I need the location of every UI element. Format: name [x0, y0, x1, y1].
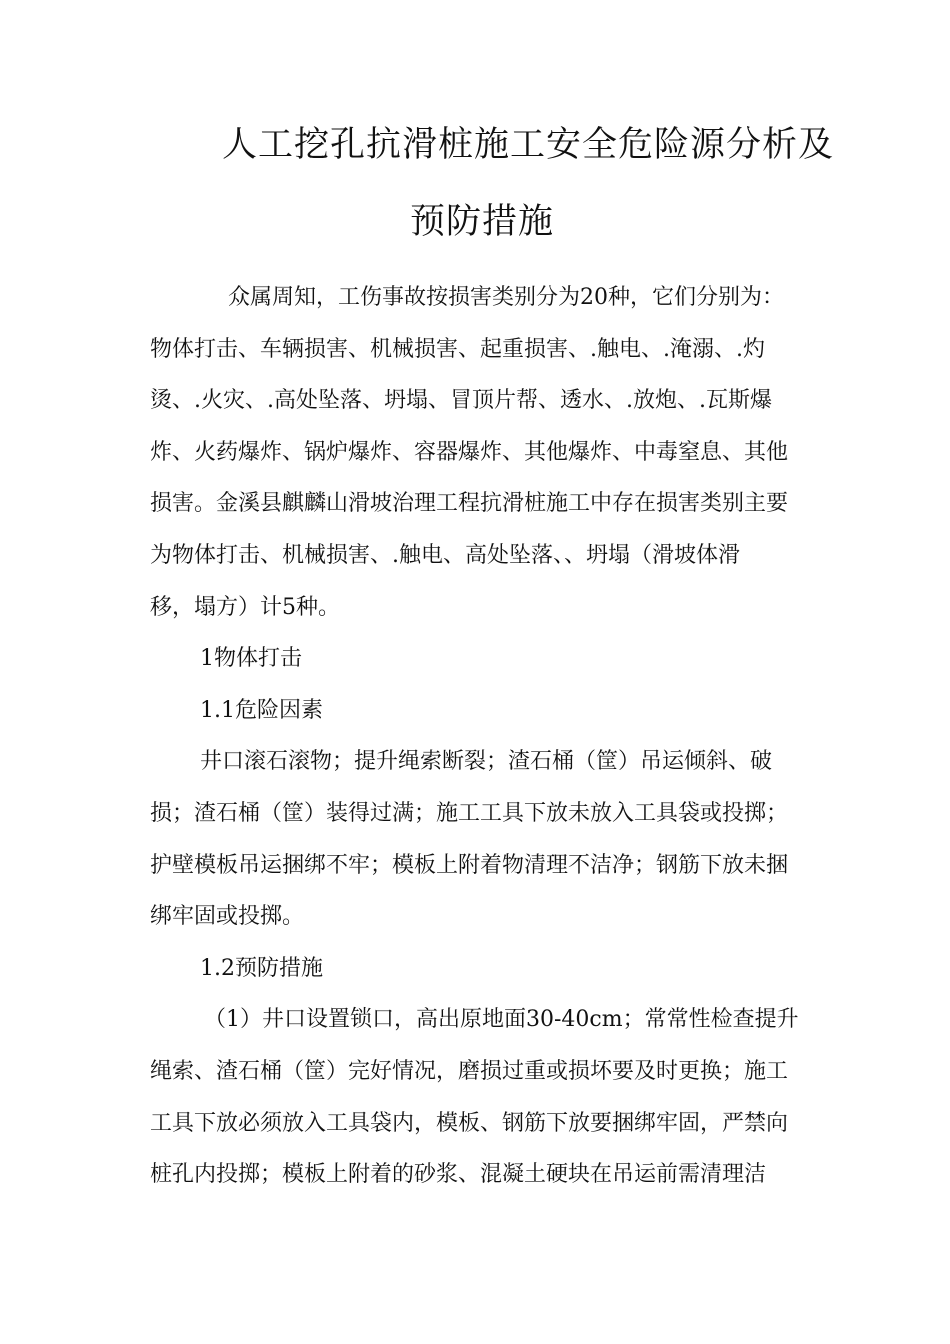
measure-line: 工具下放必须放入工具袋内，模板、钢筋下放要捆绑牢固，严禁向: [150, 1110, 789, 1136]
measure-line: 桩孔内投掷；模板上附着的砂浆、混凝土硬块在吊运前需清理洁: [150, 1162, 767, 1188]
intro-line: 烫、.火灾、.高处坠落、坍塌、冒顶片帮、透水、.放炮、.瓦斯爆: [150, 388, 772, 414]
measure-line: （1）井口设置锁口，高出原地面30-40cm；常常性检查提升: [204, 1007, 799, 1033]
section-heading-1-1: 1.1危险因素: [200, 697, 323, 723]
risk-line: 护壁模板吊运捆绑不牢；模板上附着物清理不洁净；钢筋下放未捆: [150, 852, 789, 878]
section-heading-1: 1物体打击: [200, 646, 302, 672]
intro-line: 损害。金溪县麒麟山滑坡治理工程抗滑桩施工中存在损害类别主要: [150, 491, 789, 517]
risk-line: 井口滚石滚物；提升绳索断裂；渣石桶（筐）吊运倾斜、破: [200, 749, 773, 775]
risk-line: 绑牢固或投掷。: [150, 904, 305, 930]
document-title-line-1: 人工挖孔抗滑桩施工安全危险源分析及: [222, 125, 835, 165]
section-heading-1-2: 1.2预防措施: [200, 955, 323, 981]
measure-line: 绳索、渣石桶（筐）完好情况，磨损过重或损坏要及时更换；施工: [150, 1058, 789, 1084]
risk-line: 损；渣石桶（筐）装得过满；施工工具下放未放入工具袋或投掷；: [150, 800, 789, 826]
document-title-line-2: 预防措施: [410, 202, 555, 242]
intro-line: 物体打击、车辆损害、机械损害、起重损害、.触电、.淹溺、.灼: [150, 336, 765, 362]
intro-line: 炸、火药爆炸、锅炉爆炸、容器爆炸、其他爆炸、中毒窒息、其他: [150, 439, 789, 465]
intro-line: 众属周知，工伤事故按损害类别分为20种，它们分别为：: [228, 285, 784, 310]
intro-line: 为物体打击、机械损害、.触电、高处坠落、、坍塌（滑坡体滑: [150, 542, 740, 568]
document-body: [150, 272, 800, 1201]
intro-line: 移，塌方）计5种。: [150, 594, 340, 620]
